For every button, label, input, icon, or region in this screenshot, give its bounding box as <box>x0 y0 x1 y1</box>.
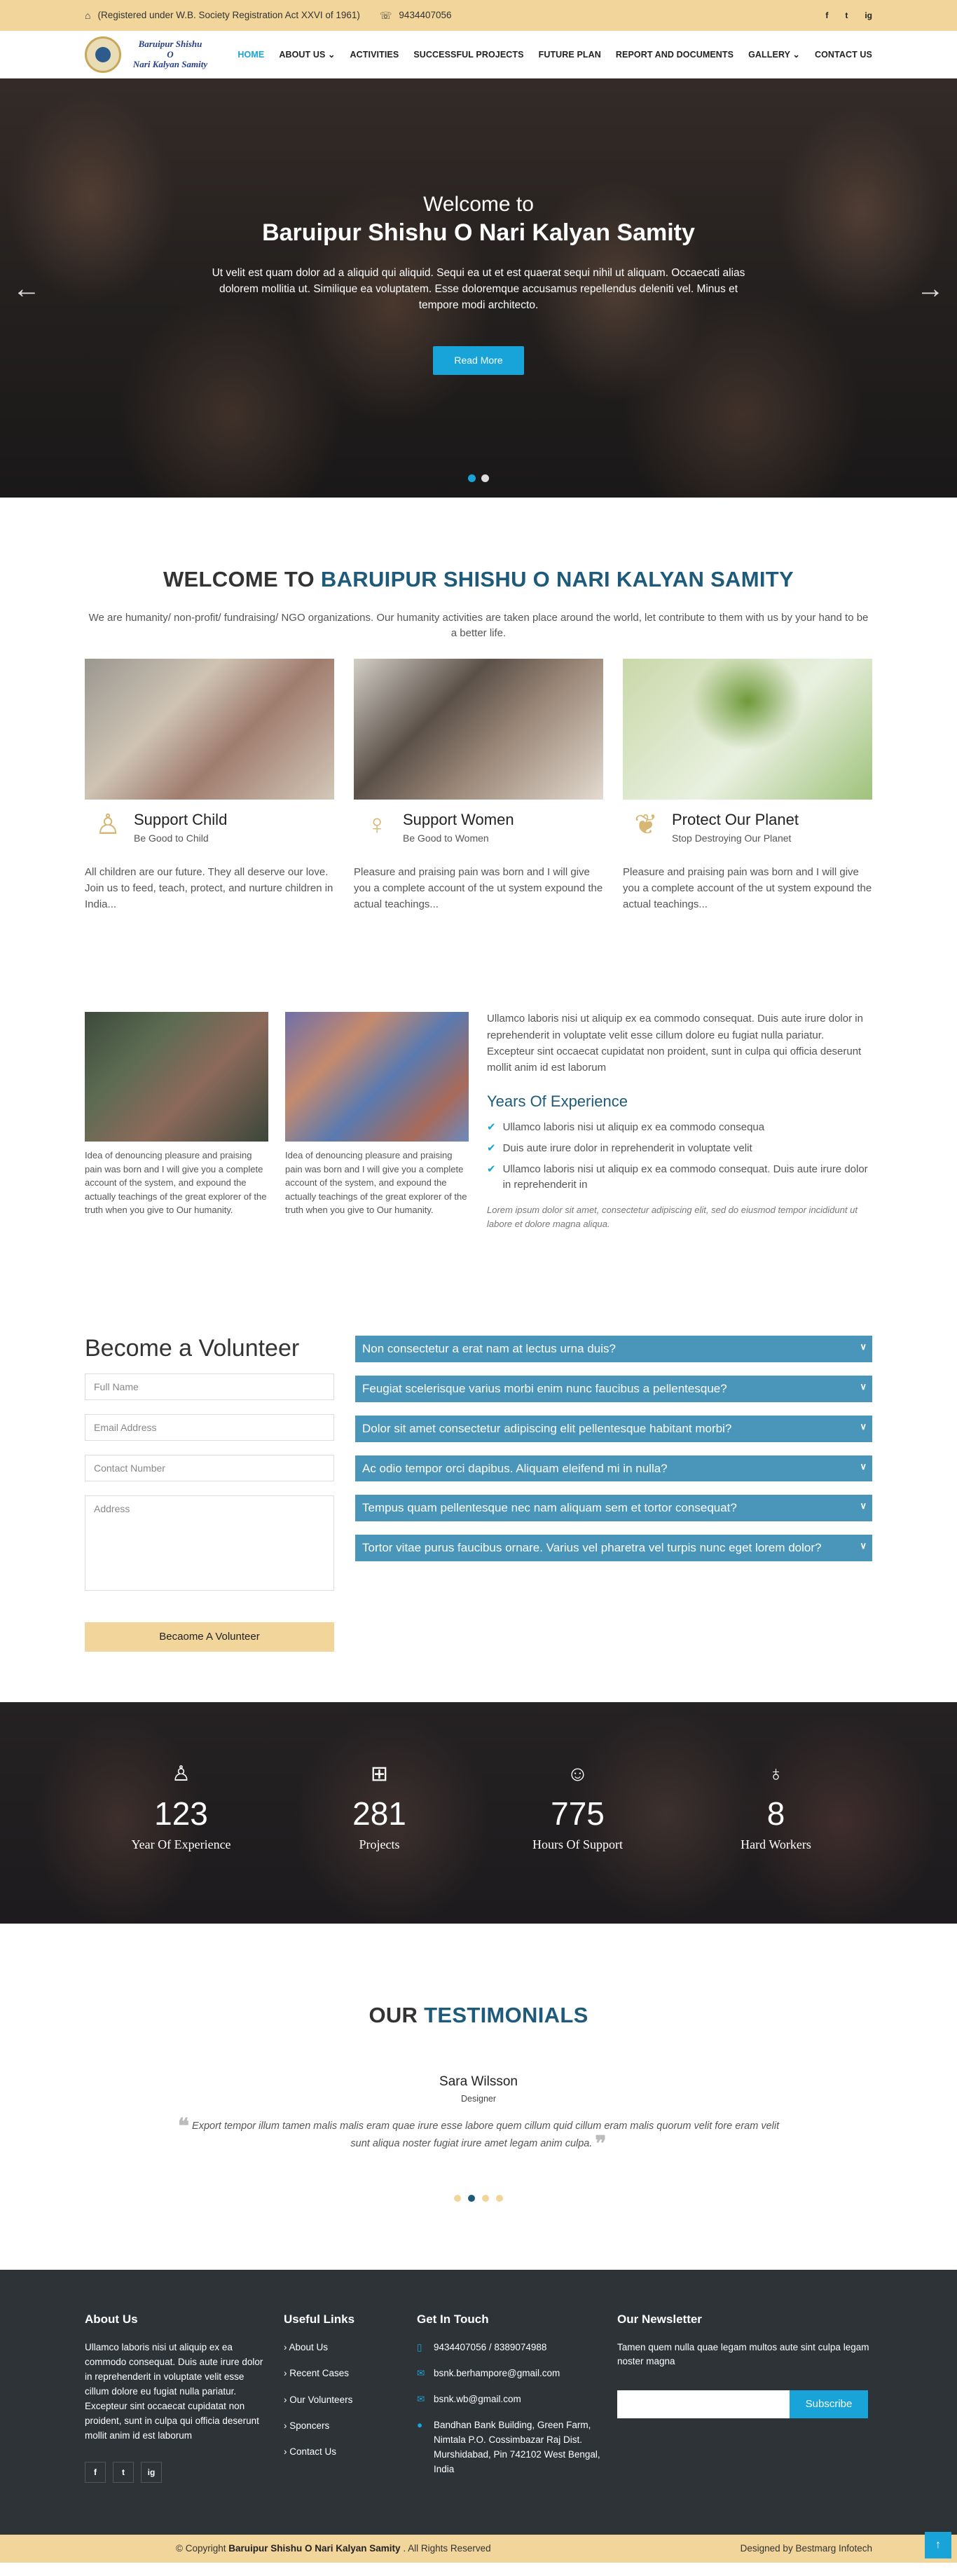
stats-section <box>0 1702 957 1924</box>
chevron-down-icon: ∨ <box>860 1381 867 1392</box>
chevron-down-icon: ⌄ <box>792 49 800 60</box>
card-text: All children are our future. They all deserve our love. Join us to feed, teach, protect, and nurture children in India... <box>85 865 333 910</box>
volunteer-form <box>85 1336 334 1651</box>
hero-welcome: Welcome to <box>423 193 534 216</box>
chevron-down-icon: ∨ <box>860 1420 867 1432</box>
testimonial-dot-1[interactable] <box>454 2195 461 2202</box>
become-volunteer-button[interactable]: Becaome A Volunteer <box>85 1622 334 1652</box>
children-group-photo <box>285 1012 469 1142</box>
faq-accordion <box>355 1336 872 1651</box>
site-header <box>0 31 957 78</box>
nav-successful-projects[interactable]: SUCCESSFUL PROJECTS <box>413 49 524 60</box>
nav-home[interactable]: HOME <box>237 49 265 60</box>
experience-heading: Years Of Experience <box>487 1092 628 1111</box>
slider-next-icon[interactable]: → <box>916 273 944 304</box>
bell-icon: ♙ <box>172 1762 191 1786</box>
registration-text: (Registered under W.B. Society Registration Act XXVI of 1961) <box>97 9 360 20</box>
footer-link-volunteers[interactable]: › Our Volunteers <box>284 2394 353 2405</box>
testimonials-section <box>0 1924 957 2270</box>
quote-open-icon: ❝ <box>177 2115 190 2139</box>
award-icon: ♁ <box>768 1762 784 1786</box>
volunteer-section <box>0 1231 957 1651</box>
mail-icon: ✉ <box>417 2393 425 2404</box>
stat-workers <box>677 1764 875 1855</box>
card-subtitle: Be Good to Child <box>134 832 209 844</box>
footer-email-1[interactable]: bsnk.berhampore@gmail.com <box>434 2368 560 2379</box>
nav-about-us[interactable]: ABOUT US ⌄ <box>279 49 336 60</box>
card-subtitle: Be Good to Women <box>403 832 489 844</box>
chevron-down-icon: ⌄ <box>327 49 336 60</box>
welcome-title: WELCOME TO BARUIPUR SHISHU O NARI KALYAN SAMITY <box>163 567 794 591</box>
photo-caption: Idea of denouncing pleasure and praising pain was born and I will give you a complete account of the system, and expound the actually teachings of the great explorer of the truth when you give to Our humanity. <box>285 1150 467 1216</box>
footer-link-recent-cases[interactable]: › Recent Cases <box>284 2368 350 2379</box>
chevron-down-icon: ∨ <box>860 1540 867 1551</box>
nav-gallery[interactable]: GALLERY ⌄ <box>748 49 800 60</box>
testimonial-role: Designer <box>460 2093 497 2104</box>
about-photo-1 <box>85 1012 268 1231</box>
stat-value: 775 <box>551 1795 605 1832</box>
footer-email-2[interactable]: bsnk.wb@gmail.com <box>434 2393 521 2404</box>
faq-item[interactable]: Tortor vitae purus faucibus ornare. Varius vel pharetra vel turpis nunc eget lorem dolor? ∨ <box>355 1535 872 1561</box>
instagram-icon[interactable]: ig <box>141 2462 162 2483</box>
location-icon: ● <box>417 2419 423 2430</box>
chevron-down-icon: ∨ <box>860 1500 867 1512</box>
top-bar <box>0 0 957 31</box>
card-subtitle: Stop Destroying Our Planet <box>672 832 792 844</box>
list-item: ✔ Ullamco laboris nisi ut aliquip ex ea commodo consequa <box>487 1120 872 1135</box>
testimonial-dots <box>0 2195 957 2202</box>
list-item: ✔ Ullamco laboris nisi ut aliquip ex ea commodo consequat. Duis aute irure dolor in reprehenderit in <box>487 1162 872 1193</box>
stat-hours <box>478 1764 677 1855</box>
footer-phones[interactable]: 9434407056 / 8389074988 <box>434 2342 547 2353</box>
stat-label: Hours Of Support <box>532 1837 623 1852</box>
nav-contact-us[interactable]: CONTACT US <box>814 49 872 60</box>
stat-label: Year Of Experience <box>131 1837 231 1852</box>
footer-newsletter-title: Our Newsletter <box>617 2312 702 2326</box>
footer-about-text: Ullamco laboris nisi ut aliquip ex ea commodo consequat. Duis aute irure dolor in reprehenderit in voluptate velit esse cillum dolore eu fugiat nulla pariatur. Excepteur sint occaecat cupidatat non proident, sunt in culpa qui officia deserunt mollit anim id est laborum <box>85 2342 263 2441</box>
footer-about-title: About Us <box>85 2312 138 2326</box>
footer-touch-title: Get In Touch <box>417 2312 489 2326</box>
subscribe-button[interactable]: Subscribe <box>790 2390 868 2418</box>
chevron-right-icon: › <box>284 2446 287 2458</box>
copyright-bar <box>0 2535 957 2563</box>
home-icon: ⌂ <box>85 9 91 21</box>
volunteer-title: Become a Volunteer <box>85 1335 300 1362</box>
stat-label: Projects <box>359 1837 400 1852</box>
child-photo <box>85 659 334 800</box>
logo-emblem-icon <box>85 36 121 73</box>
nav-future-plan[interactable]: FUTURE PLAN <box>538 49 601 60</box>
site-footer <box>0 2270 957 2535</box>
footer-address: Bandhan Bank Building, Green Farm, Nimtala P.O. Cossimbazar Raj Dist. Murshidabad, Pin 742102 West Bengal, India <box>434 2419 600 2474</box>
stat-value: 8 <box>766 1795 785 1832</box>
address-textarea[interactable]: Address <box>85 1495 334 1591</box>
footer-link-about[interactable]: › About Us <box>284 2342 329 2353</box>
hero-title: Baruipur Shishu O Nari Kalyan Samity <box>262 219 695 246</box>
testimonials-title: OUR TESTIMONIALS <box>369 2002 588 2027</box>
nav-activities[interactable]: ACTIVITIES <box>350 49 399 60</box>
copyright-text: © Copyright Baruipur Shishu O Nari Kalyan Samity . All Rights Reserved <box>176 2542 491 2554</box>
faq-item[interactable]: Ac odio tempor orci dapibus. Aliquam eleifend mi in nulla? ∨ <box>355 1455 872 1482</box>
women-working-photo <box>85 1012 268 1142</box>
card-protect-planet <box>623 659 872 913</box>
newsletter-email-input[interactable] <box>617 2390 790 2418</box>
welcome-section <box>0 498 957 912</box>
stat-value: 281 <box>352 1795 406 1832</box>
slider-dot-2[interactable] <box>481 474 489 482</box>
about-italic-note: Lorem ipsum dolor sit amet, consectetur adipiscing elit, sed do eiusmod tempor incididunt ut labore et dolore magna aliqua. <box>487 1205 858 1229</box>
phone-icon: ▯ <box>417 2342 422 2353</box>
list-item: ✔ Duis aute irure dolor in reprehenderit in voluptate velit <box>487 1141 872 1156</box>
woman-icon: ♀ <box>366 809 387 840</box>
chevron-down-icon: ∨ <box>860 1460 867 1472</box>
topbar-phone[interactable]: 9434407056 <box>399 9 452 20</box>
card-support-child <box>85 659 334 913</box>
instagram-icon[interactable]: ig <box>865 11 872 20</box>
testimonial-quote: ❝ Export tempor illum tamen malis malis eram quae irure esse labore quem cillum quid cillum eram malis quorum velit fore eram velit sunt aliqua noster fugiat irure amet legam anim culpa. ❞ <box>177 2115 780 2156</box>
planet-photo <box>623 659 872 800</box>
faq-item[interactable]: Feugiat scelerisque varius morbi enim nunc faucibus a pellentesque? ∨ <box>355 1376 872 1402</box>
phone-icon: ☏ <box>379 9 392 21</box>
photo-caption: Idea of denouncing pleasure and praising pain was born and I will give you a complete account of the system, and expound the actually teachings of the great explorer of the truth when you give to Our humanity. <box>85 1150 267 1216</box>
site-logo[interactable] <box>85 36 215 73</box>
about-photo-2 <box>285 1012 469 1231</box>
testimonial-name: Sara Wilsson <box>439 2074 518 2090</box>
hero-text: Ut velit est quam dolor ad a aliquid qui aliquid. Sequi ea ut et est quaerat sequi nihil ut aliquam. Occaecati alias dolorem mollitia ut. Similique ea voluptatem. Esse doloremque accusamus repellendus deleniti vel. Minus et tempore modi architecto. <box>212 266 745 312</box>
stat-projects <box>280 1764 478 1855</box>
email-input[interactable]: Email Address <box>85 1414 334 1441</box>
twitter-icon[interactable]: t <box>845 11 848 20</box>
plant-icon: ❦ <box>634 809 658 840</box>
read-more-button[interactable]: Read More <box>433 346 523 375</box>
chevron-right-icon: › <box>284 2394 287 2405</box>
chevron-right-icon: › <box>284 2420 287 2431</box>
designed-by-text[interactable]: Designed by Bestmarg Infotech <box>740 2542 872 2554</box>
check-icon: ✔ <box>487 1121 496 1134</box>
nav-report-documents[interactable]: REPORT AND DOCUMENTS <box>615 49 734 60</box>
gift-icon: ⊞ <box>370 1762 389 1786</box>
card-title[interactable]: Protect Our Planet <box>672 810 799 828</box>
faq-item[interactable]: Dolor sit amet consectetur adipiscing elit pellentesque habitant morbi? ∨ <box>355 1416 872 1442</box>
full-name-input[interactable]: Full Name <box>85 1373 334 1400</box>
chevron-right-icon: › <box>284 2342 287 2353</box>
card-support-women <box>354 659 603 913</box>
stat-value: 123 <box>154 1795 208 1832</box>
women-photo <box>354 659 603 800</box>
check-icon: ✔ <box>487 1142 496 1154</box>
footer-link-contact[interactable]: › Contact Us <box>284 2446 337 2458</box>
people-icon: ☺ <box>567 1762 588 1786</box>
logo-text: Baruipur Shishu O Nari Kalyan Samity <box>132 38 208 70</box>
faq-item[interactable]: Non consectetur a erat nam at lectus urna duis? ∨ <box>355 1336 872 1362</box>
footer-links-title: Useful Links <box>284 2312 355 2326</box>
contact-number-input[interactable]: Contact Number <box>85 1455 334 1481</box>
testimonial-dot-2[interactable] <box>468 2195 475 2202</box>
slider-dots <box>0 474 957 482</box>
footer-newsletter-text: Tamen quem nulla quae legam multos aute sint culpa legam noster magna <box>617 2342 869 2367</box>
about-paragraph: Ullamco laboris nisi ut aliquip ex ea commodo consequat. Duis aute irure dolor in reprehenderit in voluptate velit esse cillum dolore eu fugiat nulla pariatur. Excepteur sint occaecat cupidatat non proident, sunt in culpa qui officia deserunt mollit anim id est laborum <box>487 1013 863 1074</box>
card-text: Pleasure and praising pain was born and I will give you a complete account of the ut system expound the actual teachings... <box>623 865 872 910</box>
check-icon: ✔ <box>487 1163 496 1175</box>
hero-slider <box>0 78 957 498</box>
testimonial-dot-3[interactable] <box>482 2195 489 2202</box>
about-section <box>0 912 957 1231</box>
child-icon: ♙ <box>95 809 121 840</box>
scroll-top-arrow-icon[interactable]: ↑ <box>925 2532 951 2558</box>
slider-prev-icon[interactable]: ← <box>13 273 41 304</box>
stat-label: Hard Workers <box>741 1837 811 1852</box>
testimonial-dot-4[interactable] <box>496 2195 503 2202</box>
twitter-icon[interactable]: t <box>113 2462 134 2483</box>
faq-item[interactable]: Tempus quam pellentesque nec nam aliquam sem et tortor consequat? ∨ <box>355 1495 872 1521</box>
facebook-icon[interactable]: f <box>825 11 829 20</box>
chevron-down-icon: ∨ <box>860 1341 867 1352</box>
facebook-icon[interactable]: f <box>85 2462 106 2483</box>
card-text: Pleasure and praising pain was born and I will give you a complete account of the ut system expound the actual teachings... <box>354 865 603 910</box>
quote-close-icon: ❞ <box>595 2132 607 2156</box>
slider-dot-1[interactable] <box>468 474 476 482</box>
card-title[interactable]: Support Child <box>134 810 228 828</box>
footer-link-sponsors[interactable]: › Sponcers <box>284 2420 330 2431</box>
mail-icon: ✉ <box>417 2368 425 2379</box>
main-nav <box>237 48 872 62</box>
welcome-intro: We are humanity/ non-profit/ fundraising/ NGO organizations. Our humanity activities are taken place around the world, let contribute to them with us by your hand to be a better life. <box>88 611 869 639</box>
stat-experience <box>82 1764 280 1855</box>
chevron-right-icon: › <box>284 2368 287 2379</box>
card-title[interactable]: Support Women <box>403 810 514 828</box>
